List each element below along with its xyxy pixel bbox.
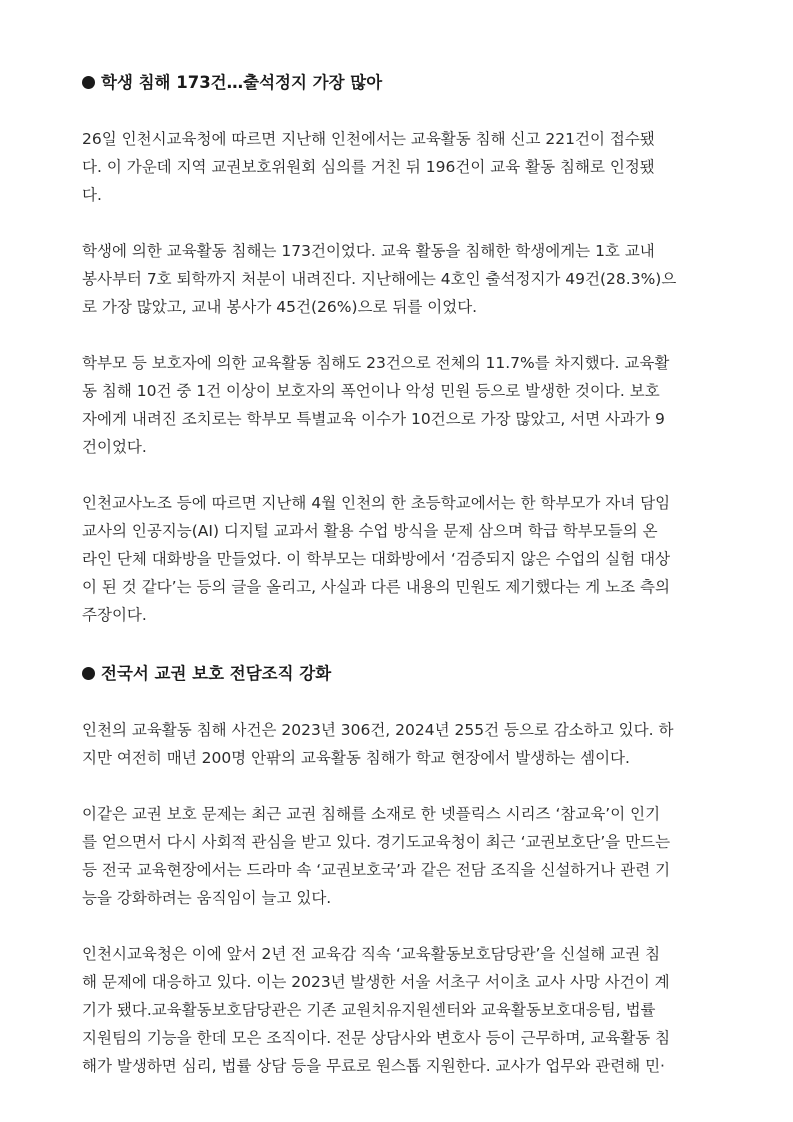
paragraph — [82, 800, 720, 912]
paragraph-line: 지원팀의 기능을 한데 모은 조직이다. 전문 상담사와 변호사 등이 근무하며, 교육활동 침 — [82, 1029, 671, 1047]
paragraph-line: 다. 이 가운데 지역 교권보호위원회 심의를 거친 뒤 196건이 교육 활동 침해로 인정됐 — [82, 158, 655, 176]
paragraph-line: 건이었다. — [82, 438, 147, 456]
paragraph — [82, 237, 720, 321]
paragraph-line: 해 문제에 대응하고 있다. 이는 2023년 발생한 서울 서초구 서이초 교사 사망 사건이 계 — [82, 973, 670, 991]
paragraph-line: 해가 발생하면 심리, 법률 상담 등을 무료로 원스톱 지원한다. 교사가 업무와 관련해 민· — [82, 1057, 665, 1075]
paragraph-line: 인천의 교육활동 침해 사건은 2023년 306건, 2024년 255건 등으로 감소하고 있다. 하 — [82, 721, 674, 739]
paragraph-line: 능을 강화하려는 움직임이 늘고 있다. — [82, 889, 332, 907]
paragraph-line: 지만 여전히 매년 200명 안팎의 교육활동 침해가 학교 현장에서 발생하는 셈이다. — [82, 749, 630, 767]
section-heading-text: 전국서 교권 보호 전담조직 강화 — [101, 664, 332, 683]
paragraph — [82, 349, 720, 461]
paragraph-line: 봉사부터 7호 퇴학까지 처분이 내려진다. 지난해에는 4호인 출석정지가 49건(28.3%)으 — [82, 270, 677, 288]
paragraph-line: 이 된 것 같다’는 등의 글을 올리고, 사실과 다른 내용의 민원도 제기했다는 게 노조 측의 — [82, 578, 670, 596]
paragraph-line: 교사의 인공지능(AI) 디지털 교과서 활용 수업 방식을 문제 삼으며 학급 학부모들의 온 — [82, 522, 658, 540]
paragraph-line: 학부모 등 보호자에 의한 교육활동 침해도 23건으로 전체의 11.7%를 차지했다. 교육활 — [82, 354, 670, 372]
paragraph-line: 학생에 의한 교육활동 침해는 173건이었다. 교육 활동을 침해한 학생에게는 1호 교내 — [82, 242, 655, 260]
section-heading-student-infringement — [82, 66, 720, 100]
paragraph-line: 동 침해 10건 중 1건 이상이 보호자의 폭언이나 악성 민원 등으로 발생한 것이다. 보호 — [82, 382, 660, 400]
paragraph-line: 인천시교육청은 이에 앞서 2년 전 교육감 직속 ‘교육활동보호담당관’을 신설해 교권 침 — [82, 945, 661, 963]
paragraph-line: 등 전국 교육현장에서는 드라마 속 ‘교권보호국’과 같은 전담 조직을 신설하거나 관련 기 — [82, 861, 671, 879]
paragraph-line: 이같은 교권 보호 문제는 최근 교권 침해를 소재로 한 넷플릭스 시리즈 ‘참교육’이 인기 — [82, 805, 661, 823]
paragraph-line: 라인 단체 대화방을 만들었다. 이 학부모는 대화방에서 ‘검증되지 않은 수업의 실험 대상 — [82, 550, 671, 568]
section-heading-text: 학생 침해 173건…출석정지 가장 많아 — [101, 73, 383, 92]
paragraph — [82, 940, 720, 1080]
bullet-icon — [82, 667, 95, 680]
paragraph-line: 다. — [82, 186, 102, 204]
paragraph — [82, 489, 720, 629]
paragraph-line: 주장이다. — [82, 606, 147, 624]
section-heading-teacher-protection — [82, 657, 720, 691]
paragraph — [82, 125, 720, 209]
bullet-icon — [82, 76, 95, 89]
article-body — [82, 66, 720, 1080]
paragraph-line: 인천교사노조 등에 따르면 지난해 4월 인천의 한 초등학교에서는 한 학부모가 자녀 담임 — [82, 494, 671, 512]
paragraph-line: 26일 인천시교육청에 따르면 지난해 인천에서는 교육활동 침해 신고 221건이 접수됐 — [82, 130, 655, 148]
paragraph-line: 로 가장 많았고, 교내 봉사가 45건(26%)으로 뒤를 이었다. — [82, 298, 478, 316]
paragraph — [82, 716, 720, 772]
paragraph-line: 를 얻으면서 다시 사회적 관심을 받고 있다. 경기도교육청이 최근 ‘교권보호단’을 만드는 — [82, 833, 671, 851]
paragraph-line: 자에게 내려진 조치로는 학부모 특별교육 이수가 10건으로 가장 많았고, 서면 사과가 9 — [82, 410, 665, 428]
paragraph-line: 기가 됐다.교육활동보호담당관은 기존 교원치유지원센터와 교육활동보호대응팀, 법률 — [82, 1001, 656, 1019]
